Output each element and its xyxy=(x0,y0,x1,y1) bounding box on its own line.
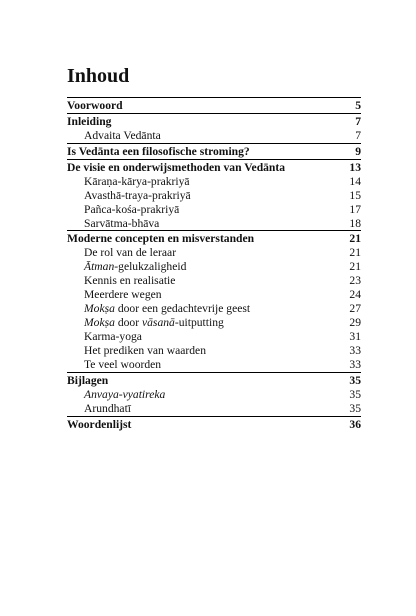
toc-section[interactable] xyxy=(67,316,361,330)
toc-page-number: 33 xyxy=(349,357,361,371)
toc-rule xyxy=(67,416,361,417)
toc-entry-text: Kāraṇa-kārya-prakriyā xyxy=(84,174,190,188)
toc-entry-label xyxy=(84,288,162,302)
toc-entry-label xyxy=(84,402,131,416)
toc-entry-label xyxy=(84,358,161,372)
toc-section[interactable] xyxy=(67,344,361,358)
toc-chapter[interactable] xyxy=(67,161,361,175)
toc-page-number: 21 xyxy=(349,246,361,260)
toc-entry-label xyxy=(84,246,176,260)
toc-entry-text: Voorwoord xyxy=(67,99,123,112)
toc-entry-text: Anvaya-vyatireka xyxy=(84,387,166,401)
toc-page-number: 33 xyxy=(349,343,361,357)
toc-entry-label xyxy=(84,217,159,231)
toc-section[interactable] xyxy=(67,302,361,316)
toc-section[interactable] xyxy=(67,260,361,274)
toc-rule xyxy=(67,159,361,160)
toc-rule xyxy=(67,372,361,373)
toc-entry-text: door een gedachtevrije geest xyxy=(114,302,251,316)
toc-section[interactable] xyxy=(67,388,361,402)
toc-entry-label xyxy=(84,129,161,143)
toc-chapter[interactable] xyxy=(67,99,361,113)
toc-page-number: 13 xyxy=(349,160,361,174)
toc-page-number: 36 xyxy=(349,417,361,431)
toc-entry-text: De visie en onderwijsmethoden van Vedānta xyxy=(67,160,286,174)
toc-page-number: 5 xyxy=(355,99,361,112)
toc-entry-label xyxy=(84,344,206,358)
toc-section[interactable] xyxy=(67,330,361,344)
toc-page-number: 7 xyxy=(355,114,361,128)
toc-page-number: 23 xyxy=(349,274,361,288)
toc-page-number: 17 xyxy=(349,202,361,216)
toc-chapter[interactable] xyxy=(67,145,361,159)
toc-title: Inhoud xyxy=(67,65,130,87)
toc-entry-text: vāsanā xyxy=(141,316,175,330)
toc-page-number: 29 xyxy=(349,316,361,330)
toc-page-number: 35 xyxy=(349,387,361,401)
toc-entry-label xyxy=(67,115,111,129)
toc-entry-text: door xyxy=(114,316,142,330)
toc-chapter[interactable] xyxy=(67,115,361,129)
toc-entry-text: Meerdere wegen xyxy=(84,288,162,302)
toc-entry-text: Ātman xyxy=(84,260,115,274)
toc-entry-text: Inleiding xyxy=(67,114,112,128)
toc-entry-label xyxy=(84,330,142,344)
toc-page-number: 7 xyxy=(355,128,361,142)
toc-entry-text: Mokṣa xyxy=(84,316,115,330)
toc-page-number: 35 xyxy=(349,373,361,387)
toc-entry-text: -gelukzaligheid xyxy=(114,260,187,274)
toc-entry-text: -uitputting xyxy=(174,316,224,330)
toc-entry-label xyxy=(84,388,165,402)
toc-chapter[interactable] xyxy=(67,418,361,432)
toc-entry-text: Arundhatī xyxy=(84,401,132,415)
toc-entry-label xyxy=(84,302,250,316)
toc-chapter[interactable] xyxy=(67,232,361,246)
toc-section[interactable] xyxy=(67,189,361,203)
toc-entry-text: Woordenlijst xyxy=(67,417,132,431)
toc-entry-text: Het prediken van waarden xyxy=(84,343,207,357)
toc-section[interactable] xyxy=(67,217,361,231)
toc-entry-text: Moderne concepten en misverstanden xyxy=(67,232,255,246)
toc-entry-text: Is Vedānta een filosofische stroming? xyxy=(67,144,250,158)
toc-page-number: 9 xyxy=(355,144,361,158)
toc-section[interactable] xyxy=(67,402,361,416)
toc-entry-label xyxy=(84,316,224,330)
toc-page-number: 31 xyxy=(349,330,361,343)
toc-entry-label xyxy=(67,374,108,388)
toc-section[interactable] xyxy=(67,203,361,217)
toc-page-number: 35 xyxy=(349,401,361,415)
toc-section[interactable] xyxy=(67,358,361,372)
toc-entry-label xyxy=(84,274,175,288)
toc-rule xyxy=(67,97,361,98)
toc-rule xyxy=(67,143,361,144)
toc-section[interactable] xyxy=(67,274,361,288)
toc-entry-text: Bijlagen xyxy=(67,373,109,387)
toc-entry-label xyxy=(67,161,285,175)
toc-entry-label xyxy=(84,175,190,189)
toc-section[interactable] xyxy=(67,288,361,302)
toc-entry-text: Mokṣa xyxy=(84,302,115,316)
toc-entry-text: Te veel woorden xyxy=(84,357,162,371)
toc-page-number: 21 xyxy=(349,232,361,246)
toc-section[interactable] xyxy=(67,129,361,143)
toc-page-number: 18 xyxy=(349,216,361,230)
toc-entry-label xyxy=(84,189,191,203)
toc-page-number: 15 xyxy=(349,188,361,202)
toc-entry-text: De rol van de leraar xyxy=(84,246,177,260)
toc-entry-label xyxy=(67,418,131,432)
toc-entry-label xyxy=(67,145,250,159)
toc-entry-text: Avasthā-traya-prakriyā xyxy=(84,188,191,202)
toc-page-number: 27 xyxy=(349,302,361,316)
toc-entry-text: Kennis en realisatie xyxy=(84,274,176,288)
toc-section[interactable] xyxy=(67,175,361,189)
toc-entry-text: Sarvātma-bhāva xyxy=(84,216,160,230)
toc-entry-text: Pañca-kośa-prakriyā xyxy=(84,202,180,216)
toc-entry-label xyxy=(67,99,123,113)
toc-entry-label xyxy=(67,232,254,246)
toc-rule xyxy=(67,230,361,231)
toc-page-number: 24 xyxy=(349,288,361,302)
toc-page-number: 21 xyxy=(349,260,361,274)
toc-section[interactable] xyxy=(67,246,361,260)
toc-entry-label xyxy=(84,260,186,274)
toc-chapter[interactable] xyxy=(67,374,361,388)
toc-rule xyxy=(67,113,361,114)
toc-page-number: 14 xyxy=(349,174,361,188)
table-of-contents xyxy=(67,97,361,432)
toc-entry-label xyxy=(84,203,179,217)
toc-entry-text: Karma-yoga xyxy=(84,330,142,343)
toc-entry-text: Advaita Vedānta xyxy=(84,128,161,142)
